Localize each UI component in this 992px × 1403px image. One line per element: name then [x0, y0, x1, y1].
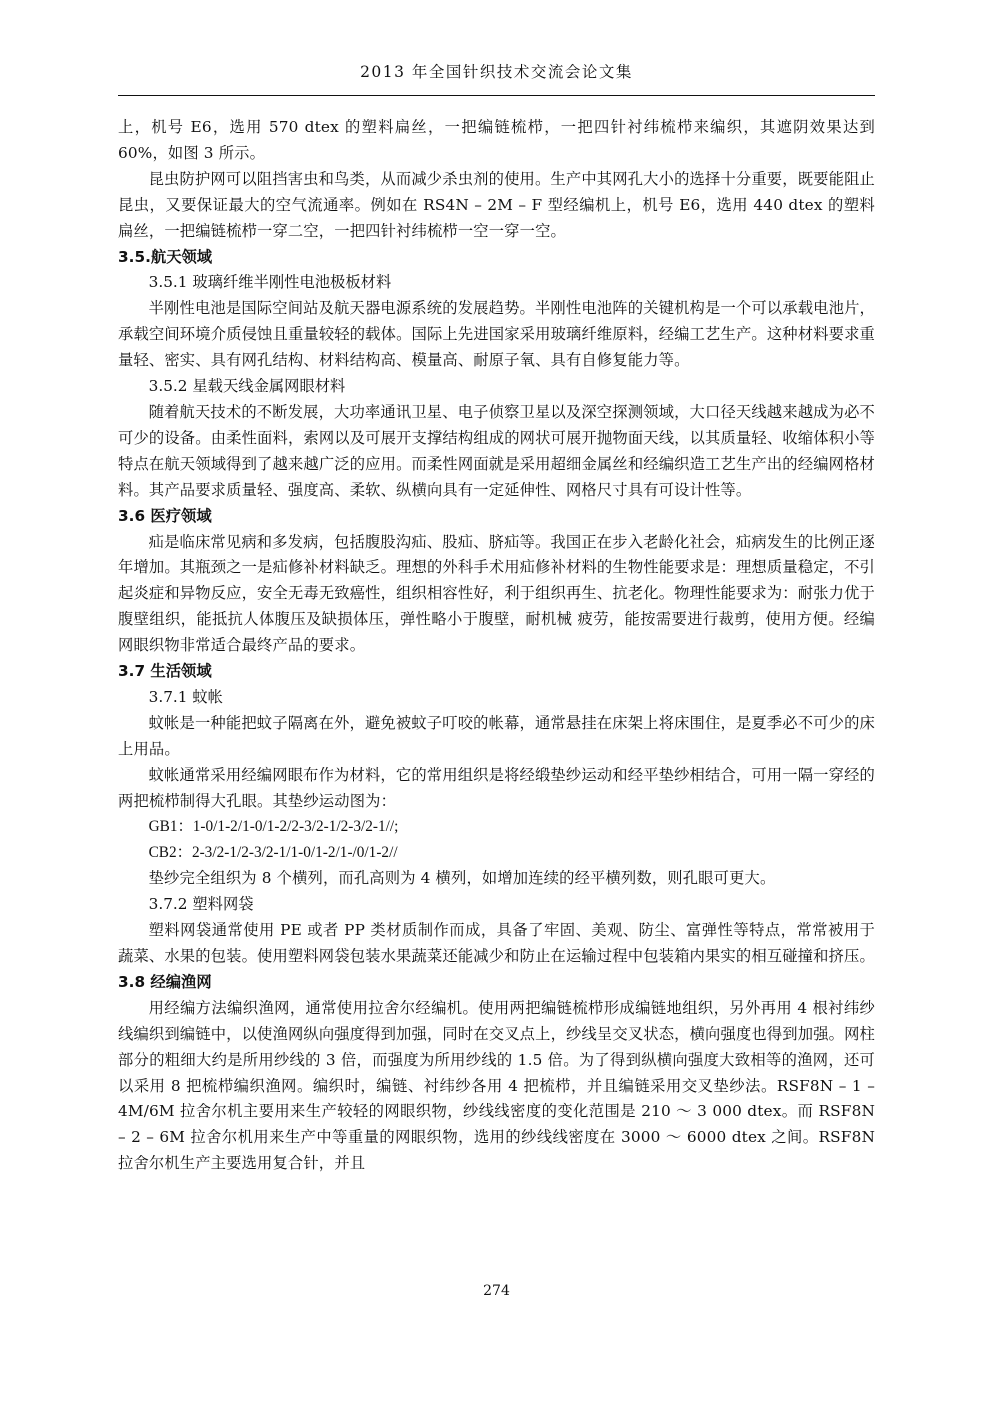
paragraph: 疝是临床常见病和多发病，包括腹股沟疝、股疝、脐疝等。我国正在步入老龄化社会，疝病发生的比例正逐年增加。其瓶颈之一是疝修补材料缺乏。理想的外科手术用疝修补材料的生物性能要求是：理想质量稳定，不引起炎症和异物反应，安全无毒无致癌性，组织相容性好，利于组织再生、抗老化。物理性能要求为：耐张力优于腹壁组织，能抵抗人体腹压及缺损体压，弹性略小于腹壁，耐机械 疲劳，能按需要进行裁剪，使用方便。经编网眼织物非常适合最终产品的要求。 — [118, 532, 875, 655]
lapping-notation-gb1: GB1：1-0/1-2/1-0/1-2/2-3/2-1/2-3/2-1//; — [148, 818, 399, 836]
lapping-notation-cb2: CB2：2-3/2-1/2-3/2-1/1-0/1-2/1-/0/1-2// — [148, 844, 398, 862]
section-heading: 3.5.航天领域 — [118, 247, 213, 266]
paragraph: 蚊帐通常采用经编网眼布作为材料，它的常用组织是将经缎垫纱运动和经平垫纱相结合，可用一隔一穿经的两把梳栉制得大孔眼。其垫纱运动图为： — [118, 765, 875, 810]
paragraph: 上，机号 E6，选用 570 dtex 的塑料扁丝，一把编链梳栉，一把四针衬纬梳栉来编织，其遮阴效果达到 60%，如图 3 所示。 — [118, 118, 875, 162]
subsection-heading: 3.7.1 蚊帐 — [148, 687, 223, 706]
section-heading: 3.6 医疗领域 — [118, 506, 212, 525]
paragraph: 半刚性电池是国际空间站及航天器电源系统的发展趋势。半刚性电池阵的关键机构是一个可以承载电池片，承载空间环境介质侵蚀且重量较轻的载体。国际上先进国家采用玻璃纤维原料，经编工艺生产。这种材料要求重量轻、密实、具有网孔结构、材料结构高、模量高、耐原子氧、具有自修复能力等。 — [118, 299, 875, 370]
subsection-heading: 3.5.2 星载天线金属网眼材料 — [148, 377, 346, 396]
paragraph: 昆虫防护网可以阻挡害虫和鸟类，从而减少杀虫剂的使用。生产中其网孔大小的选择十分重要，既要能阻止昆虫，又要保证最大的空气流通率。例如在 RS4N – 2M – F 型经编机上，机号 E6，选用 440 dtex 的塑料扁丝，一把编链梳栉一穿二空，一把四针衬纬梳栉一空一穿一空。 — [118, 169, 875, 240]
paragraph: 用经编方法编织渔网，通常使用拉舍尔经编机。使用两把编链梳栉形成编链地组织，另外再用 4 根衬纬纱线编织到编链中，以使渔网纵向强度得到加强，同时在交叉点上，纱线呈交叉状态，横向强度也得到加强。网柱部分的粗细大约是所用纱线的 3 倍，而强度为所用纱线的 1.5 倍。为了得到纵横向强度大致相等的渔网，还可以采用 8 把梳栉编织渔网。编织时，编链、衬纬纱各用 4 把梳栉，并且编链采用交叉垫纱法。RSF8N – 1 – 4M/6M 拉舍尔机主要用来生产较轻的网眼织物，纱线线密度的变化范围是 210 ～ 3 000 dtex。而 RSF8N – 2 – 6M 拉舍尔机用来生产中等重量的网眼织物，选用的纱线线密度在 3000 ～ 6000 dtex 之间。RSF8N 拉舍尔机生产主要选用复合针，并且 — [118, 998, 875, 1173]
running-header: 2013 年全国针织技术交流会论文集 — [360, 63, 633, 81]
page-number: 274 — [483, 1283, 510, 1299]
header-rule — [118, 95, 875, 96]
section-heading: 3.8 经编渔网 — [118, 972, 212, 991]
paragraph: 垫纱完全组织为 8 个横列，而孔高则为 4 横列，如增加连续的经平横列数，则孔眼可更大。 — [148, 869, 776, 888]
subsection-heading: 3.5.1 玻璃纤维半刚性电池极板材料 — [148, 273, 392, 292]
paragraph: 蚊帐是一种能把蚊子隔离在外，避免被蚊子叮咬的帐幕，通常悬挂在床架上将床围住，是夏季必不可少的床上用品。 — [118, 713, 875, 758]
paragraph: 塑料网袋通常使用 PE 或者 PP 类材质制作而成，具备了牢固、美观、防尘、富弹性等特点，常常被用于蔬菜、水果的包装。使用塑料网袋包装水果蔬菜还能减少和防止在运输过程中包装箱内果实的相互碰撞和挤压。 — [118, 921, 875, 965]
page-body — [118, 115, 875, 1177]
section-heading: 3.7 生活领域 — [118, 662, 212, 681]
subsection-heading: 3.7.2 塑料网袋 — [148, 895, 254, 914]
paragraph: 随着航天技术的不断发展，大功率通讯卫星、电子侦察卫星以及深空探测领域，大口径天线越来越成为必不可少的设备。由柔性面料，索网以及可展开支撑结构组成的网状可展开抛物面天线，以其质量轻、收缩体积小等特点在航天领域得到了越来越广泛的应用。而柔性网面就是采用超细金属丝和经编织造工艺生产出的经编网格材料。其产品要求质量轻、强度高、柔软、纵横向具有一定延伸性、网格尺寸具有可设计性等。 — [118, 402, 875, 499]
